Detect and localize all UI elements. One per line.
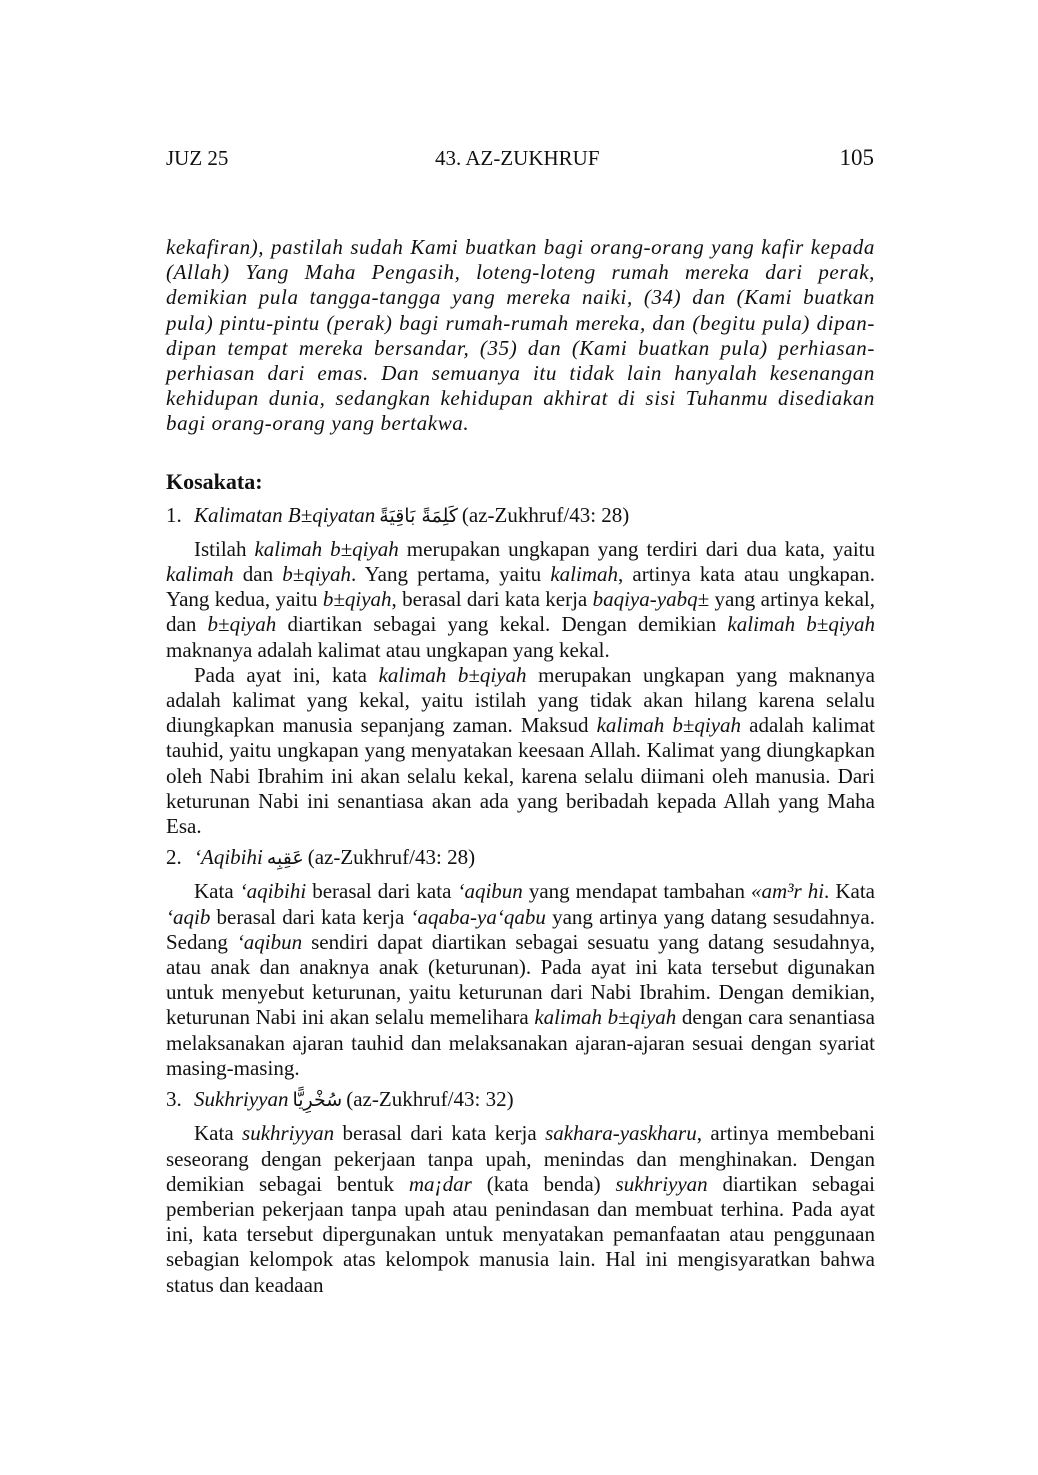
italic-term: ‘aqaba-ya‘qabu (410, 904, 546, 929)
page-number: 105 (839, 145, 874, 170)
kosakata-entry-heading (166, 503, 875, 529)
italic-term: kalimah (166, 562, 234, 587)
running-header-juz: JUZ 25 (166, 146, 229, 170)
section-title-kosakata: Kosakata: (166, 468, 263, 494)
italic-term: b±qiyah (282, 562, 351, 587)
text-run: merupakan ungkapan yang terdiri dari dua kata, yaitu (398, 536, 875, 561)
text-run: , berasal dari kata kerja (391, 587, 593, 612)
italic-term: «am³r hi (751, 879, 825, 904)
kosakata-entry-heading (166, 1087, 875, 1113)
entry-term: ‘Aqibihi (194, 845, 263, 870)
text-run: berasal dari kata kerja (334, 1121, 546, 1146)
text-run: berasal dari kata kerja (210, 904, 411, 929)
italic-term: b±qiyah (322, 587, 392, 612)
text-run: Kata (194, 1121, 243, 1146)
entry-arabic: عَقِبِه (266, 847, 304, 870)
entry-arabic: سُخْرِيًّا (292, 1089, 343, 1112)
entry-paragraph (166, 1121, 875, 1297)
entry-paragraph (166, 537, 875, 663)
text-run: diartikan sebagai pemberian pekerjaan tanpa upah atau penindasan dan membuat terhina. Pada ayat ini, kata tersebut dipergunakan untuk menyatakan pemanfaatan atau penggunaan sebagian kelompok atas kelompok manusia lain. Hal ini mengisyaratkan bahwa status dan keadaan (166, 1171, 876, 1297)
entry-arabic: كَلِمَةً بَاقِيَةً (379, 504, 458, 527)
italic-term: kalimah (550, 562, 618, 587)
text-run: Kata (194, 879, 240, 904)
running-header-surah: 43. AZ-ZUKHRUF (435, 146, 600, 170)
entry-reference: (az-Zukhruf/43: 28) (307, 845, 476, 870)
entry-number: 2. (166, 845, 182, 870)
text-run: maknanya adalah kalimat atau ungkapan yang kekal. (166, 637, 610, 662)
text-run: yang artinya kekal, dan (166, 587, 876, 637)
text-run: adalah kalimat tauhid, yaitu ungkapan yang menyatakan keesaan Allah. Kalimat yang diungkapkan oleh Nabi Ibrahim ini akan selalu kekal, karena selalu diimani oleh manusia. Dari keturunan Nabi ini senantiasa akan ada yang beribadah kepada Allah yang Maha Esa. (166, 713, 876, 839)
italic-term: sakhara-yaskharu (545, 1121, 697, 1146)
italic-term: kalimah b±qiyah (727, 612, 875, 637)
text-run: yang mendapat tambahan (522, 879, 752, 904)
entry-reference: (az-Zukhruf/43: 28) (461, 502, 630, 527)
entry-paragraph (166, 879, 875, 1081)
entry-paragraph (166, 663, 875, 839)
text-run: (kata benda) (471, 1171, 616, 1196)
italic-term: ‘aqibun (236, 929, 303, 954)
italic-term: kalimah b±qiyah (596, 713, 742, 738)
entry-number: 1. (166, 502, 182, 527)
text-run: , artinya kata atau ungkapan. Yang kedua, yaitu (166, 562, 875, 612)
kosakata-list (166, 503, 875, 1298)
entry-term: Kalimatan B±qiyatan (194, 502, 376, 527)
text-run: dan (233, 562, 283, 587)
italic-term: kalimah b±qiyah (534, 1005, 677, 1030)
text-run: sendiri dapat diartikan sebagai sesuatu yang datang sesudahnya, atau anak dan anaknya anak (keturunan). Pada ayat ini kata tersebut digunakan untuk menyebut keturunan, yaitu keturunan dari Nabi Ibrahim. Dengan demikian, keturunan Nabi ini akan selalu memelihara (166, 929, 875, 1030)
text-run: merupakan ungkapan yang maknanya adalah kalimat yang kekal, yaitu istilah yang tidak akan hilang karena selalu diungkapkan manusia sepanjang zaman. Maksud (166, 662, 875, 738)
text-run: dengan cara senantiasa melaksanakan ajaran tauhid dan melaksanakan ajaran-ajaran sesuai dengan syariat masing-masing. (166, 1005, 875, 1080)
italic-term: sukhriyyan (615, 1171, 708, 1196)
italic-term: kalimah b±qiyah (378, 662, 527, 687)
entry-reference: (az-Zukhruf/43: 32) (346, 1087, 514, 1112)
italic-term: b±qiyah (207, 612, 277, 637)
text-run: . Kata (824, 879, 875, 904)
italic-term: sukhriyyan (242, 1121, 335, 1146)
text-run: berasal dari kata (306, 879, 458, 904)
text-run: Pada ayat ini, kata (194, 662, 379, 687)
translation-paragraph: kekafiran), pastilah sudah Kami buatkan bagi orang-orang yang kafir kepada (Allah) Yang Maha Pengasih, loteng-loteng rumah mereka dari perak, demikian pula tangga-tangga yang mereka naiki, (34) dan (Kami buatkan pula) pintu-pintu (perak) bagi rumah-rumah mereka, dan (begitu pula) dipan-dipan tempat mereka bersandar, (35) dan (Kami buatkan pula) perhiasan-perhiasan dari emas. Dan semuanya itu tidak lain hanyalah kesenangan kehidupan dunia, sedangkan kehidupan akhirat di sisi Tuhanmu disediakan bagi orang-orang yang bertakwa. (166, 235, 875, 436)
text-run: Istilah (194, 536, 255, 561)
text-run: . Yang pertama, yaitu (350, 562, 551, 587)
entry-term: Sukhriyyan (194, 1087, 289, 1112)
italic-term: ‘aqibun (457, 879, 523, 904)
italic-term: kalimah b±qiyah (254, 536, 399, 561)
italic-term: ma¡dar (408, 1171, 472, 1196)
kosakata-entry-heading (166, 845, 875, 871)
italic-term: baqiya-yabq± (592, 587, 710, 612)
text-run: yang artinya yang datang sesudahnya. Sedang (166, 904, 875, 954)
page-content (166, 235, 875, 1298)
italic-term: ‘aqibihi (239, 879, 307, 904)
text-run: , artinya membebani seseorang dengan pekerjaan tanpa upah, menindas dan menghinakan. Dengan demikian sebagai bentuk (166, 1121, 875, 1196)
italic-term: ‘aqib (166, 904, 211, 929)
entry-number: 3. (166, 1087, 182, 1112)
text-run: diartikan sebagai yang kekal. Dengan demikian (276, 612, 728, 637)
